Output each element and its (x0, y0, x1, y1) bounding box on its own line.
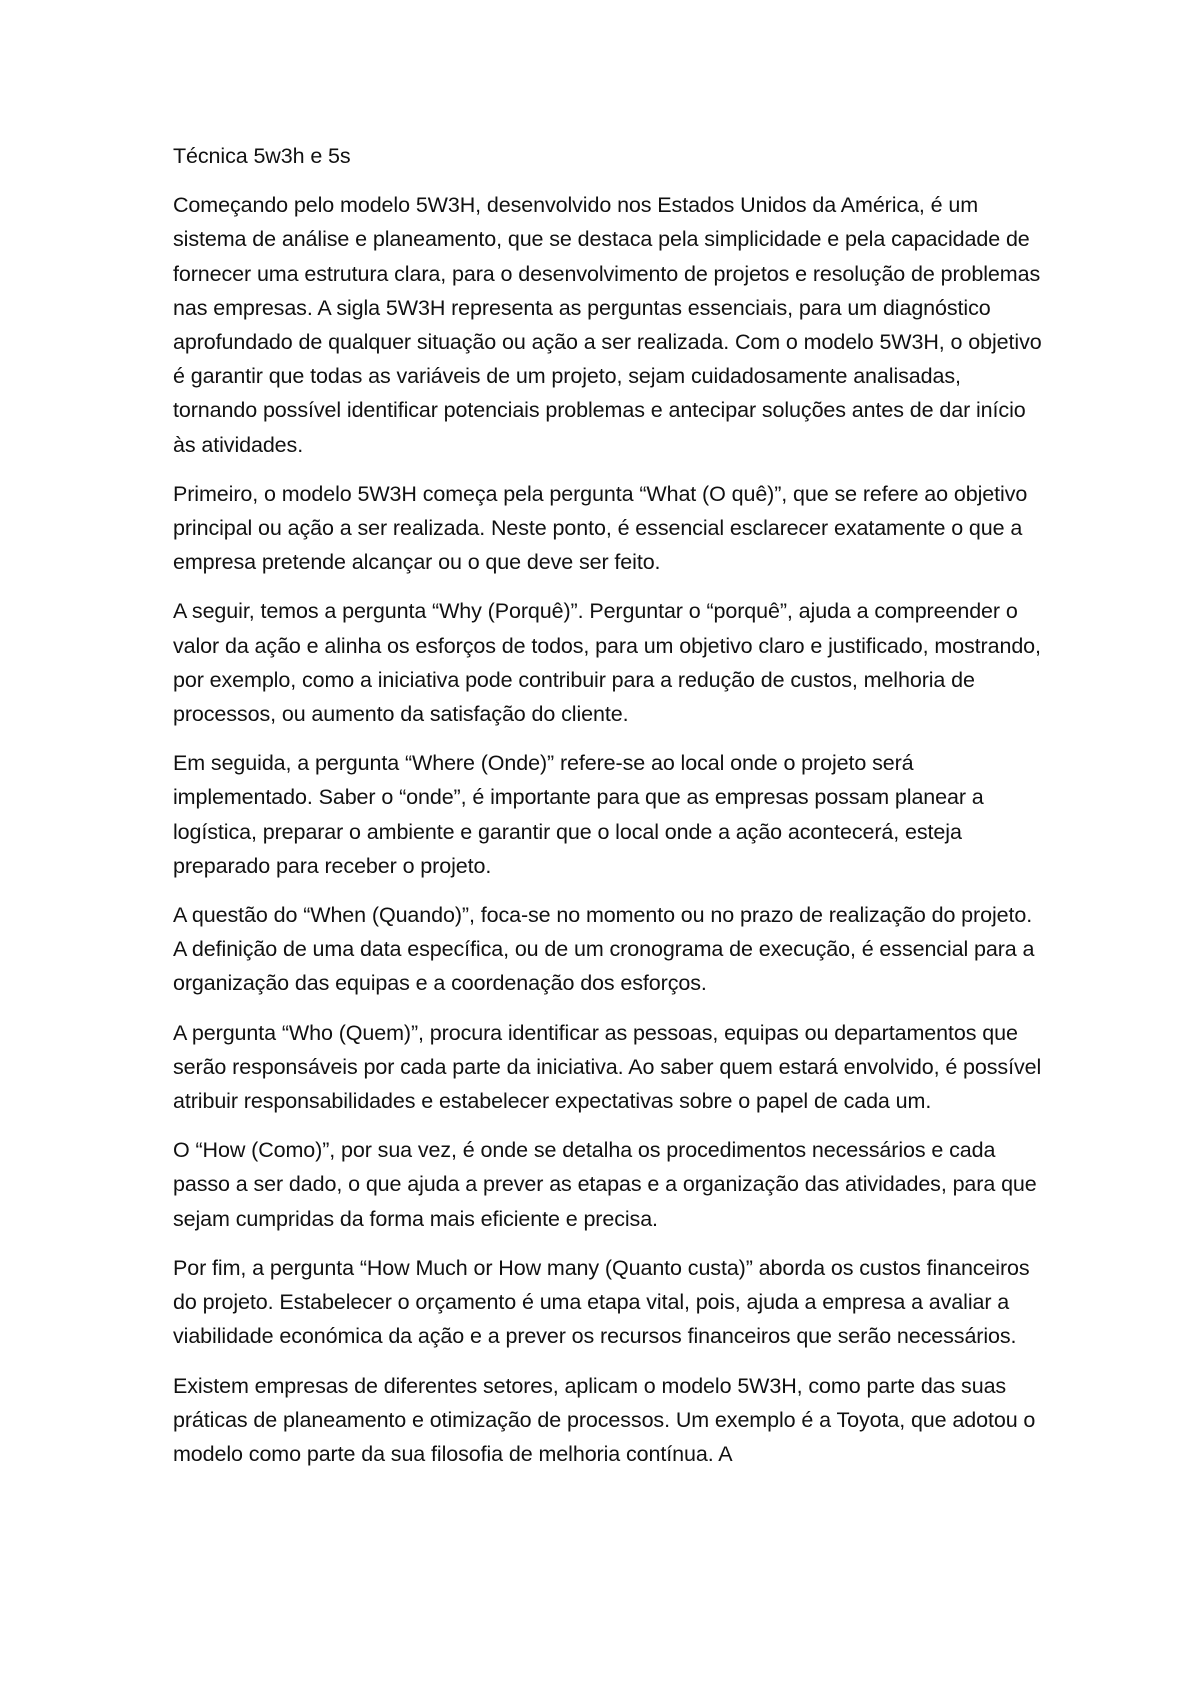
paragraph-intro: Começando pelo modelo 5W3H, desenvolvido nos Estados Unidos da América, é um sistema de análise e planeamento, que se destaca pela simplicidade e pela capacidade de fornecer uma estrutura clara, para o desenvolvimento de projetos e resolução de problemas nas empresas. A sigla 5W3H representa as perguntas essenciais, para um diagnóstico aprofundado de qualquer situação ou ação a ser realizada. Com o modelo 5W3H, o objetivo é garantir que todas as variáveis de um projeto, sejam cuidadosamente analisadas, tornando possível identificar potenciais problemas e antecipar soluções antes de dar início às atividades. (173, 193, 1042, 457)
paragraph-who: A pergunta “Who (Quem)”, procura identificar as pessoas, equipas ou departamentos que serão responsáveis por cada parte da iniciativa. Ao saber quem estará envolvido, é possível atribuir responsabilidades e estabelecer expectativas sobre o papel de cada um. (173, 1020, 1042, 1114)
paragraph-what: Primeiro, o modelo 5W3H começa pela pergunta “What (O quê)”, que se refere ao objetivo principal ou ação a ser realizada. Neste ponto, é essencial esclarecer exatamente o que a empresa pretende alcançar ou o que deve ser feito. (173, 481, 1028, 575)
paragraph-examples: Existem empresas de diferentes setores, aplicam o modelo 5W3H, como parte das suas práticas de planeamento e otimização de processos. Um exemplo é a Toyota, que adotou o modelo como parte da sua filosofia de melhoria contínua. A (173, 1373, 1036, 1466)
paragraph-where: Em seguida, a pergunta “Where (Onde)” refere-se ao local onde o projeto será implementado. Saber o “onde”, é importante para que as empresas possam planear a logística, preparar o ambiente e garantir que o local onde a ação acontecerá, esteja preparado para receber o projeto. (173, 751, 984, 878)
paragraph-how: O “How (Como)”, por sua vez, é onde se detalha os procedimentos necessários e cada passo a ser dado, o que ajuda a prever as etapas e a organização das atividades, para que sejam cumpridas da forma mais eficiente e precisa. (173, 1138, 1037, 1231)
paragraph-why: A seguir, temos a pergunta “Why (Porquê)”. Perguntar o “porquê”, ajuda a compreender o valor da ação e alinha os esforços de todos, para um objetivo claro e justificado, mostrando, por exemplo, como a iniciativa pode contribuir para a redução de custos, melhoria de processos, ou aumento da satisfação do cliente. (173, 599, 1041, 727)
paragraph-how-much: Por fim, a pergunta “How Much or How many (Quanto custa)” aborda os custos financeiros do projeto. Estabelecer o orçamento é uma etapa vital, pois, ajuda a empresa a avaliar a viabilidade económica da ação e a prever os recursos financeiros que serão necessários. (173, 1255, 1030, 1349)
paragraph-when: A questão do “When (Quando)”, foca-se no momento ou no prazo de realização do projeto. A definição de uma data específica, ou de um cronograma de execução, é essencial para a organização das equipas e a coordenação dos esforços. (173, 903, 1035, 996)
document-title: Técnica 5w3h e 5s (173, 144, 351, 168)
document-page (173, 139, 1043, 1486)
